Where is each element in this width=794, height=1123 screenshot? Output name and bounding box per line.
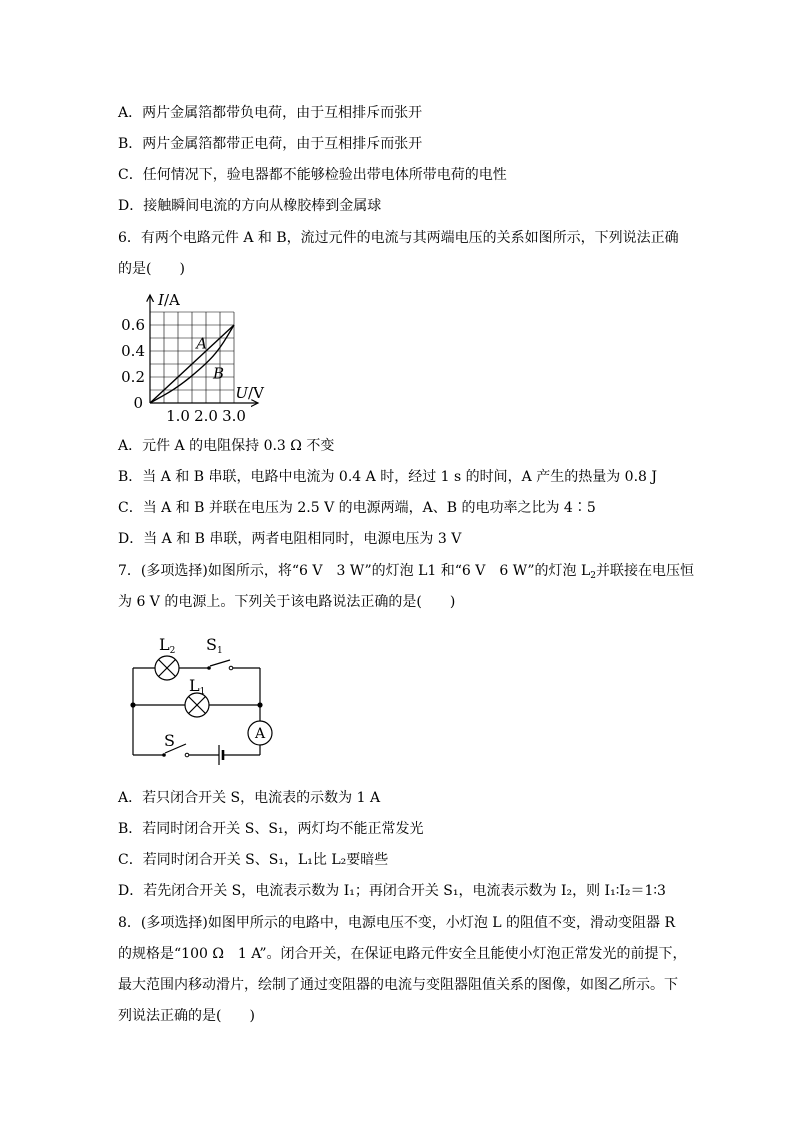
iu-chart [118, 290, 288, 425]
q8-line3: 最大范围内移动滑片，绘制了通过变阻器的电流与变阻器阻值关系的图像，如图乙所示。下 [118, 977, 678, 993]
q6-option-d: D．当 A 和 B 串联，两者电阻相同时，电源电压为 3 V [118, 531, 462, 547]
y-axis-label: I/A [158, 291, 180, 309]
switch-s1-blade [210, 660, 230, 666]
q7-option-b: B．若同时闭合开关 S、S₁，两灯均不能正常发光 [118, 821, 424, 837]
lamp-l2-icon [155, 656, 179, 680]
q6-stem-line1: 6．有两个电路元件 A 和 B，流过元件的电流与其两端电压的关系如图所示，下列说法正确 [118, 230, 679, 246]
q7-option-a: A．若只闭合开关 S，电流表的示数为 1 A [118, 790, 381, 806]
q8-line2: 的规格是“100 Ω 1 A”。闭合开关，在保证电路元件安全且能使小灯泡正常发光的前提下， [118, 946, 687, 962]
y-tick-label: 0.4 [121, 342, 145, 360]
label-s: S [164, 731, 175, 750]
circuit-diagram [118, 622, 288, 774]
lamp-l1-icon [185, 693, 209, 717]
label-l1: L1 [189, 676, 206, 697]
series-label-b: B [213, 364, 225, 383]
junction-right [257, 702, 262, 707]
label-s1: S1 [206, 635, 223, 656]
q7-option-c: C．若同时闭合开关 S、S₁，L₁比 L₂要暗些 [118, 852, 389, 868]
q6-option-c: C．当 A 和 B 并联在电压为 2.5 V 的电源两端，A、B 的电功率之比为 4∶5 [118, 500, 596, 516]
label-ammeter: A [254, 726, 266, 742]
origin-label: 0 [133, 394, 143, 412]
label-l2: L2 [159, 635, 176, 656]
q6-stem-line2: 的是( ) [118, 261, 185, 277]
x-tick-label: 2.0 [194, 407, 218, 425]
x-axis-label: U/V [235, 384, 264, 402]
q7-stem-line2: 为 6 V 的电源上。下列关于该电路说法正确的是( ) [118, 594, 456, 610]
q5-option-d: D．接触瞬间电流的方向从橡胶棒到金属球 [118, 198, 382, 214]
q6-option-a: A．元件 A 的电阻保持 0.3 Ω 不变 [118, 438, 335, 454]
chart-grid [150, 312, 234, 403]
q5-option-a: A．两片金属箔都带负电荷，由于互相排斥而张开 [118, 105, 423, 121]
q5-option-c: C．任何情况下，验电器都不能够检验出带电体所带电荷的电性 [118, 167, 507, 183]
junction-left [130, 702, 135, 707]
chart-labels [121, 291, 265, 425]
y-tick-label: 0.6 [121, 316, 145, 334]
q5-option-b: B．两片金属箔都带正电荷，由于互相排斥而张开 [118, 136, 423, 152]
q8-line1: 8．(多项选择)如图甲所示的电路中，电源电压不变，小灯泡 L 的阻值不变，滑动变阻器 R [118, 915, 676, 931]
q6-option-b: B．当 A 和 B 串联，电路中电流为 0.4 A 时，经过 1 s 的时间，A 产生的热量为 0.8 J [118, 469, 657, 485]
x-tick-label: 1.0 [166, 407, 190, 425]
y-tick-label: 0.2 [121, 368, 145, 386]
q7-stem-line1: 7．(多项选择)如图所示，将“6 V 3 W”的灯泡 L1 和“6 V 6 W”的灯泡 $L_2$并联接在电压恒 [118, 563, 694, 581]
series-label-a: A [196, 334, 208, 353]
q8-line4: 列说法正确的是( ) [118, 1008, 255, 1024]
q7-option-d: D．若先闭合开关 S，电流表示数为 I₁；再闭合开关 S₁，电流表示数为 I₂，则 I₁∶I₂＝1∶3 [118, 883, 666, 899]
x-tick-label: 3.0 [222, 407, 246, 425]
